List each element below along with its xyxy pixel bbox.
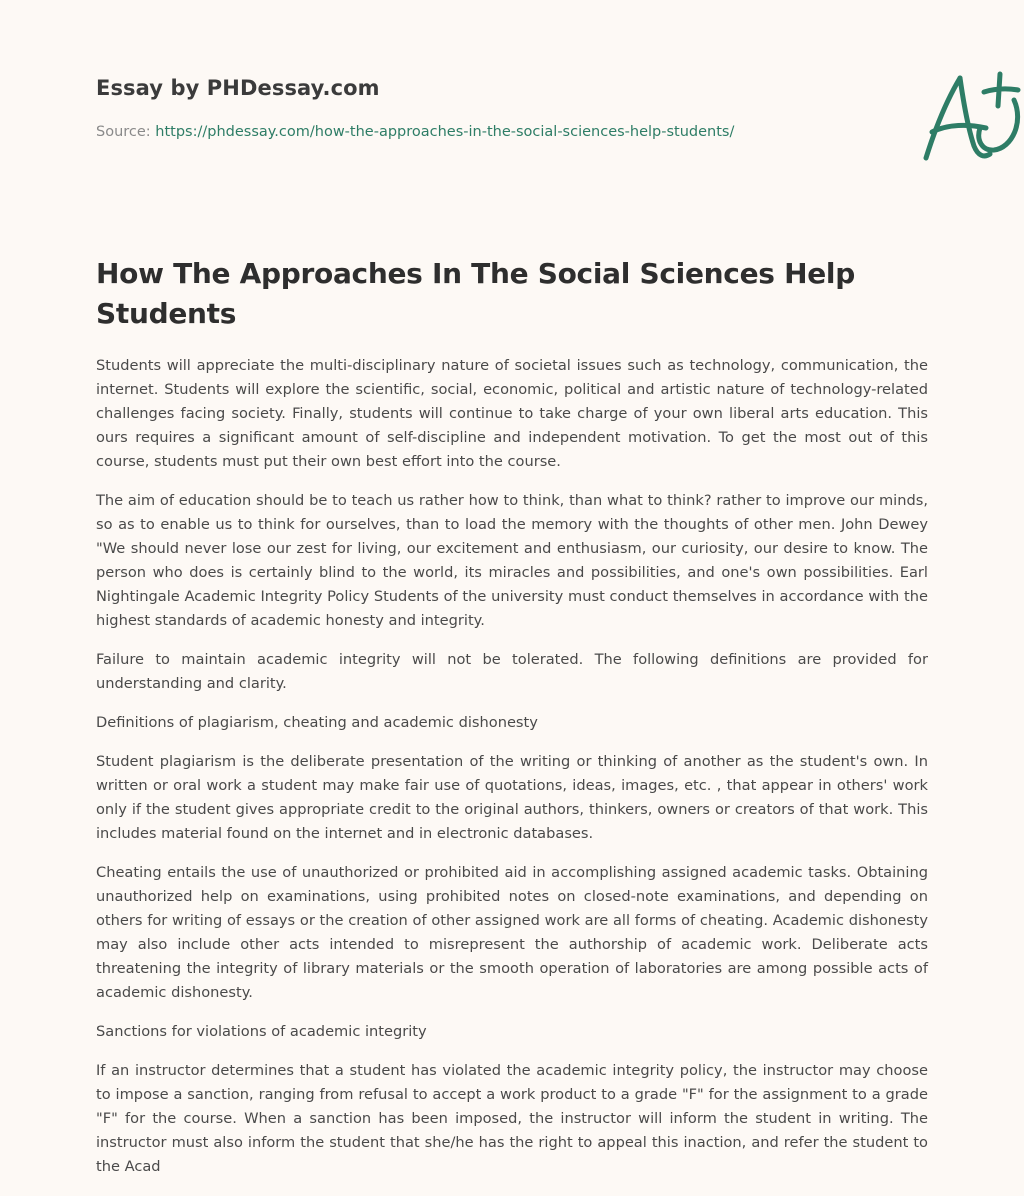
a-plus-logo-icon [914,66,1024,166]
brand-title: Essay by PHDessay.com [96,76,380,100]
paragraph: Students will appreciate the multi-disciplinary nature of societal issues such as technology, communication, the internet. Students will explore the scientific, social, economic, political and artistic nature of technology-related challenges facing society. Finally, students will continue to take charge of your own liberal arts education. This ours requires a significant amount of self-discipline and independent motivation. To get the most out of this course, students must put their own best effort into the course. [96,357,928,470]
paragraph: The aim of education should be to teach us rather how to think, than what to think? rather to improve our minds, so as to enable us to think for ourselves, than to load the memory with the thoughts of other men. John Dewey "We should never lose our zest for living, our excitement and enthusiasm, our curiosity, our desire to know. The person who does is certainly blind to the world, its miracles and possibilities, and one's own possibilities. Earl Nightingale Academic Integrity Policy Students of the university must conduct themselves in accordance with the highest standards of academic honesty and integrity. [96,492,928,629]
paragraph: Cheating entails the use of unauthorized or prohibited aid in accomplishing assigned academic tasks. Obtaining unauthorized help on examinations, using prohibited notes on closed-note examinations, and depending on others for writing of essays or the creation of other assigned work are all forms of cheating. Academic dishonesty may also include other acts intended to misrepresent the authorship of academic work. Deliberate acts threatening the integrity of library materials or the smooth operation of laboratories are among possible acts of academic dishonesty. [96,864,928,1001]
paragraph: Failure to maintain academic integrity will not be tolerated. The following definitions are provided for understanding and clarity. [96,651,928,692]
essay-title: How The Approaches In The Social Sciences Help Students [96,257,855,330]
paragraph: Student plagiarism is the deliberate presentation of the writing or thinking of another as the student's own. In written or oral work a student may make fair use of quotations, ideas, images, etc. , that appear in others' work only if the student gives appropriate credit to the original authors, thinkers, owners or creators of that work. This includes material found on the internet and in electronic databases. [96,753,928,842]
essay-body [96,354,928,1194]
source-line [96,124,734,140]
paragraph: If an instructor determines that a student has violated the academic integrity policy, the instructor may choose to impose a sanction, ranging from refusal to accept a work product to a grade "F" for the assignment to a grade "F" for the course. When a sanction has been imposed, the instructor will inform the student in writing. The instructor must also inform the student that she/he has the right to appeal this inaction, and refer the student to the Acad [96,1062,928,1175]
section-heading: Definitions of plagiarism, cheating and academic dishonesty [96,714,538,731]
source-label: Source: [96,124,156,140]
source-link[interactable]: https://phdessay.com/how-the-approaches-in-the-social-sciences-help-students/ [155,124,735,140]
section-heading: Sanctions for violations of academic integrity [96,1023,427,1040]
